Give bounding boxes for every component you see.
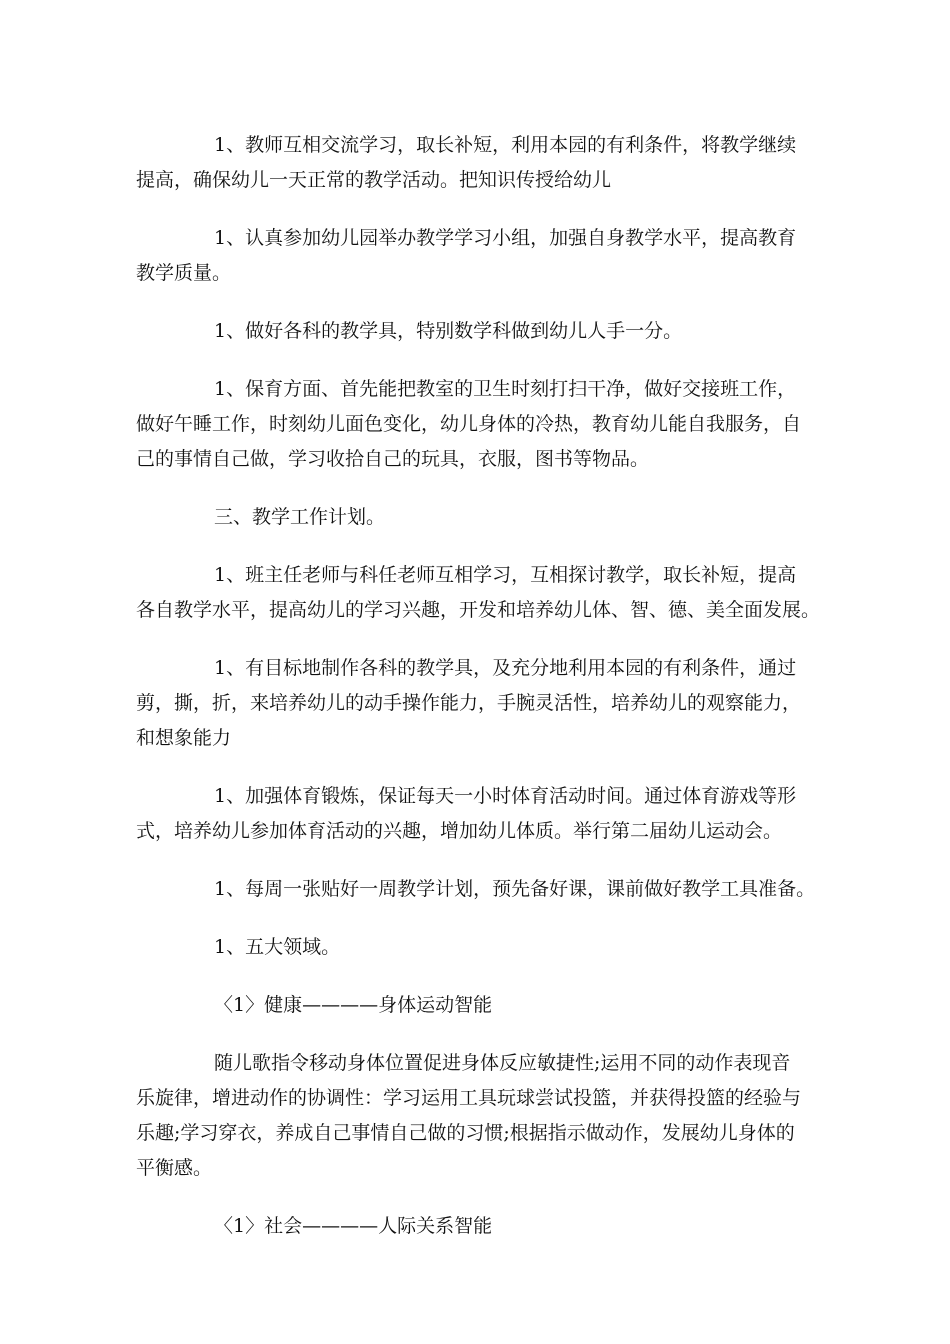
text-line: 教学质量。 [136,262,232,284]
text-line: 三、教学工作计划。 [214,506,386,528]
paragraph-study-group [136,221,836,291]
text-line: 乐旋律，增进动作的协调性：学习运用工具玩球尝试投篮，并获得投篮的经验与 [136,1087,802,1109]
text-line: 1、教师互相交流学习，取长补短，利用本园的有利条件，将教学继续 [214,134,797,156]
text-line: 和想象能力 [136,727,232,749]
text-line: 剪，撕，折，来培养幼儿的动手操作能力，手腕灵活性，培养幼儿的观察能力， [136,692,802,714]
document-body [136,128,836,1267]
text-line: 1、认真参加幼儿园举办教学学习小组，加强自身教学水平，提高教育 [214,227,797,249]
text-line: 提高，确保幼儿一天正常的教学活动。把知识传授给幼儿 [136,169,612,191]
text-line: 随儿歌指令移动身体位置促进身体反应敏捷性;运用不同的动作表现音 [214,1052,791,1074]
paragraph-teaching-aids [136,314,836,349]
text-line: 1、加强体育锻炼，保证每天一小时体育活动时间。通过体育游戏等形 [214,785,797,807]
text-line: 乐趣;学习穿衣，养成自己事情自己做的习惯;根据指示做动作，发展幼儿身体的 [136,1122,795,1144]
text-line: 1、有目标地制作各科的教学具，及充分地利用本园的有利条件，通过 [214,657,797,679]
text-line: 1、做好各科的教学具，特别数学科做到幼儿人手一分。 [214,320,683,342]
text-line: 〈1〉社会————人际关系智能 [214,1215,493,1237]
text-line: 己的事情自己做，学习收拾自己的玩具，衣服，图书等物品。 [136,448,650,470]
text-line: 1、每周一张贴好一周教学计划，预先备好课，课前做好教学工具准备。 [214,878,816,900]
section-heading-teaching-plan [136,500,836,535]
paragraph-childcare [136,372,836,477]
paragraph-hands-on [136,651,836,756]
text-line: 1、五大领域。 [214,936,341,958]
paragraph-weekly-plan [136,872,836,907]
text-line: 式，培养幼儿参加体育活动的兴趣，增加幼儿体质。举行第二届幼儿运动会。 [136,820,783,842]
text-line: 1、班主任老师与科任老师互相学习，互相探讨教学，取长补短，提高 [214,564,797,586]
text-line: 平衡感。 [136,1157,213,1179]
text-line: 做好午睡工作，时刻幼儿面色变化，幼儿身体的冷热，教育幼儿能自我服务，自 [136,413,802,435]
text-line: 各自教学水平，提高幼儿的学习兴趣，开发和培养幼儿体、智、德、美全面发展。 [136,599,821,621]
subheading-health [136,988,836,1023]
paragraph-physical-exercise [136,779,836,849]
subheading-social [136,1209,836,1244]
paragraph-health-detail [136,1046,836,1186]
text-line: 〈1〉健康————身体运动智能 [214,994,493,1016]
text-line: 1、保育方面、首先能把教室的卫生时刻打扫干净，做好交接班工作， [214,378,797,400]
paragraph-five-domains [136,930,836,965]
paragraph-teacher-exchange [136,128,836,198]
paragraph-teacher-collaboration [136,558,836,628]
